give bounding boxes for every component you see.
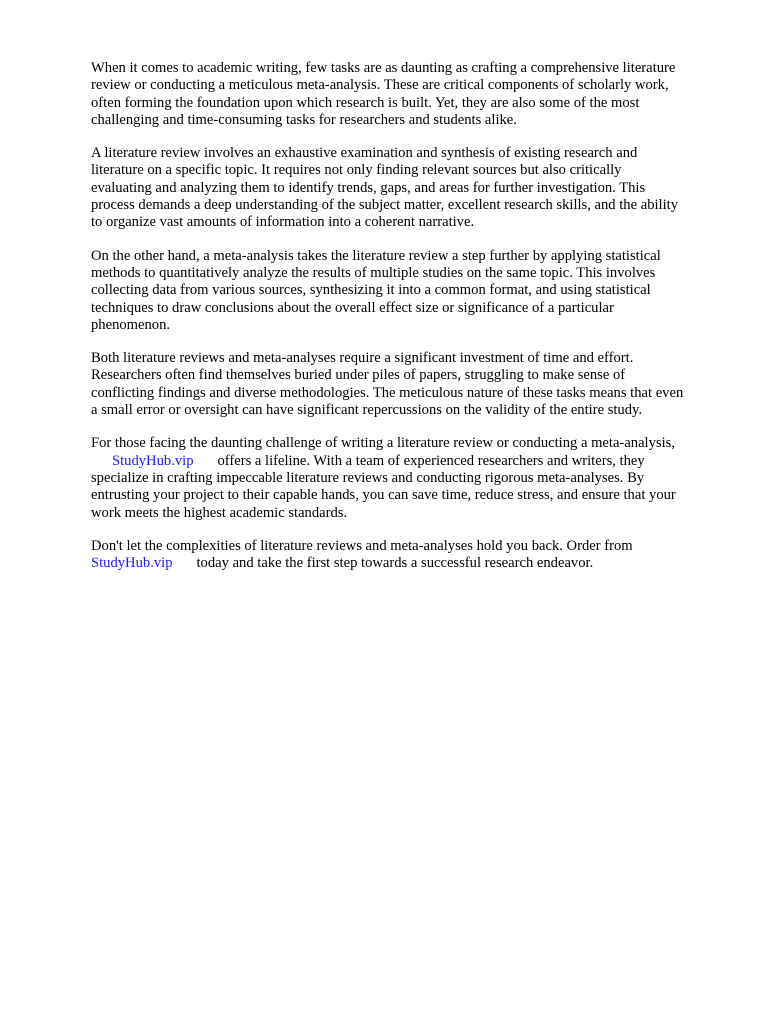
paragraph-lifeline-line1: For those facing the daunting challenge of writing a literature review or conducting a meta-analysis, [91, 435, 675, 452]
paragraph-intro: When it comes to academic writing, few tasks are as daunting as crafting a comprehensive literature review or conducting a meticulous meta-analysis. These are critical components of scholarly work, often forming the foundation upon which research is built. Yet, they are also some of the most challenging and time-consuming tasks for researchers and students alike. [91, 60, 676, 128]
paragraph-investment: Both literature reviews and meta-analyses require a significant investment of time and effort. Researchers often find themselves buried under piles of papers, struggling to make sense of conflicting findings and diverse methodologies. The meticulous nature of these tasks means that even a small error or oversight can have significant repercussions on the validity of the entire study. [91, 350, 684, 419]
paragraph-meta-analysis: On the other hand, a meta-analysis takes the literature review a step further by applying statistical methods to quantitatively analyze the results of multiple studies on the same topic. This involves collecting data from various sources, synthesizing it into a common format, and using statistical techniques to draw conclusions about the overall effect size or significance of a particular phenomenon. [91, 247, 661, 333]
paragraph-lifeline [91, 435, 723, 521]
paragraph-lifeline-after-link: offers a lifeline. With a team of experienced researchers and writers, they [217, 452, 645, 469]
paragraph-call-to-action [91, 538, 723, 573]
paragraph-literature-review: A literature review involves an exhaustive examination and synthesis of existing research and literature on a specific topic. It requires not only finding relevant sources but also critically evaluating and analyzing them to identify trends, gaps, and areas for further investigation. This process demands a deep understanding of the subject matter, excellent research skills, and the ability to organize vast amounts of information into a coherent narrative. [91, 145, 679, 231]
paragraph-lifeline-rest: specialize in crafting impeccable literature reviews and conducting rigorous meta-analyses. By entrusting your project to their capable hands, you can save time, reduce stress, and ensure that your work meets the highest academic standards. [91, 469, 676, 521]
paragraph-cta-after-link: today and take the first step towards a successful research endeavor. [196, 555, 594, 572]
studyhub-link-cta[interactable]: StudyHub.vip [91, 555, 173, 572]
studyhub-link[interactable]: StudyHub.vip [112, 452, 194, 469]
paragraph-cta-line1: Don't let the complexities of literature reviews and meta-analyses hold you back. Order from [91, 537, 633, 554]
document-body [91, 60, 723, 588]
